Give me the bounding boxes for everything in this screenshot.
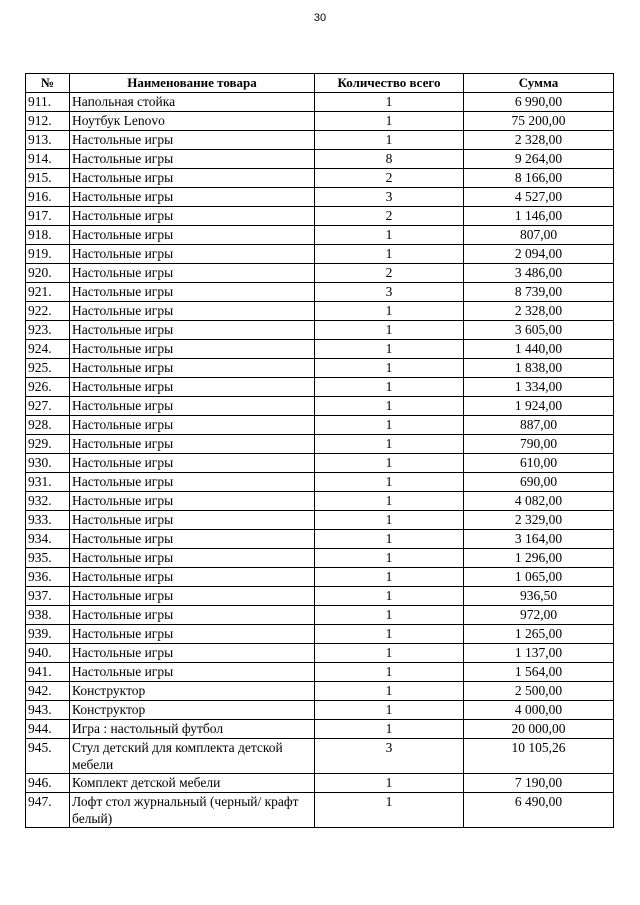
row-number: 928. (26, 416, 70, 435)
table-row (26, 682, 614, 701)
table-row (26, 131, 614, 150)
row-number: 940. (26, 644, 70, 663)
row-number: 929. (26, 435, 70, 454)
quantity: 1 (315, 416, 464, 435)
table-row (26, 150, 614, 169)
sum: 790,00 (464, 435, 614, 454)
table-row (26, 112, 614, 131)
table-row (26, 283, 614, 302)
quantity: 8 (315, 150, 464, 169)
quantity: 1 (315, 435, 464, 454)
quantity: 1 (315, 774, 464, 793)
product-name: Настольные игры (70, 568, 315, 587)
product-name: Настольные игры (70, 169, 315, 188)
table-row (26, 739, 614, 774)
table-row (26, 454, 614, 473)
page-number: 30 (313, 12, 327, 24)
sum: 20 000,00 (464, 720, 614, 739)
table-row (26, 774, 614, 793)
table-row (26, 587, 614, 606)
quantity: 1 (315, 530, 464, 549)
quantity: 1 (315, 397, 464, 416)
row-number: 935. (26, 549, 70, 568)
table-row (26, 663, 614, 682)
table-row (26, 188, 614, 207)
product-name: Конструктор (70, 701, 315, 720)
quantity: 2 (315, 264, 464, 283)
quantity: 1 (315, 131, 464, 150)
product-name: Настольные игры (70, 359, 315, 378)
quantity: 1 (315, 454, 464, 473)
sum: 4 527,00 (464, 188, 614, 207)
table-row (26, 568, 614, 587)
quantity: 1 (315, 378, 464, 397)
row-number: 921. (26, 283, 70, 302)
sum: 936,50 (464, 587, 614, 606)
row-number: 934. (26, 530, 70, 549)
quantity: 1 (315, 644, 464, 663)
quantity: 1 (315, 245, 464, 264)
goods-table (25, 73, 614, 828)
sum: 3 164,00 (464, 530, 614, 549)
quantity: 1 (315, 549, 464, 568)
row-number: 937. (26, 587, 70, 606)
quantity: 1 (315, 340, 464, 359)
product-name: Настольные игры (70, 530, 315, 549)
product-name: Настольные игры (70, 606, 315, 625)
sum: 6 990,00 (464, 93, 614, 112)
row-number: 945. (26, 739, 70, 774)
sum: 2 094,00 (464, 245, 614, 264)
product-name: Настольные игры (70, 492, 315, 511)
product-name: Ноутбук Lenovo (70, 112, 315, 131)
table-row (26, 511, 614, 530)
sum: 807,00 (464, 226, 614, 245)
row-number: 936. (26, 568, 70, 587)
row-number: 930. (26, 454, 70, 473)
sum: 1 334,00 (464, 378, 614, 397)
product-name: Настольные игры (70, 473, 315, 492)
row-number: 925. (26, 359, 70, 378)
row-number: 933. (26, 511, 70, 530)
header-number: № (26, 74, 70, 93)
table-row (26, 644, 614, 663)
product-name: Настольные игры (70, 511, 315, 530)
quantity: 2 (315, 207, 464, 226)
product-name: Настольные игры (70, 625, 315, 644)
product-name: Настольные игры (70, 454, 315, 473)
product-name: Настольные игры (70, 226, 315, 245)
product-name: Настольные игры (70, 549, 315, 568)
row-number: 939. (26, 625, 70, 644)
sum: 610,00 (464, 454, 614, 473)
sum: 9 264,00 (464, 150, 614, 169)
quantity: 1 (315, 587, 464, 606)
table-row (26, 245, 614, 264)
table-row (26, 473, 614, 492)
row-number: 924. (26, 340, 70, 359)
row-number: 913. (26, 131, 70, 150)
product-name: Настольные игры (70, 264, 315, 283)
table-row (26, 549, 614, 568)
row-number: 922. (26, 302, 70, 321)
sum: 972,00 (464, 606, 614, 625)
table-row (26, 169, 614, 188)
table-row (26, 397, 614, 416)
sum: 1 137,00 (464, 644, 614, 663)
quantity: 1 (315, 302, 464, 321)
row-number: 942. (26, 682, 70, 701)
header-sum: Сумма (464, 74, 614, 93)
quantity: 1 (315, 793, 464, 828)
quantity: 1 (315, 720, 464, 739)
product-name: Настольные игры (70, 207, 315, 226)
product-name: Напольная стойка (70, 93, 315, 112)
table-row (26, 530, 614, 549)
product-name: Настольные игры (70, 188, 315, 207)
sum: 2 328,00 (464, 302, 614, 321)
header-quantity: Количество всего (315, 74, 464, 93)
sum: 4 000,00 (464, 701, 614, 720)
sum: 1 924,00 (464, 397, 614, 416)
table-row (26, 93, 614, 112)
row-number: 915. (26, 169, 70, 188)
quantity: 1 (315, 663, 464, 682)
row-number: 914. (26, 150, 70, 169)
table-row (26, 435, 614, 454)
sum: 7 190,00 (464, 774, 614, 793)
row-number: 912. (26, 112, 70, 131)
product-name: Комплект детской мебели (70, 774, 315, 793)
sum: 4 082,00 (464, 492, 614, 511)
row-number: 923. (26, 321, 70, 340)
product-name: Настольные игры (70, 644, 315, 663)
table-row (26, 207, 614, 226)
row-number: 927. (26, 397, 70, 416)
table-row (26, 302, 614, 321)
quantity: 1 (315, 93, 464, 112)
quantity: 3 (315, 739, 464, 774)
sum: 8 739,00 (464, 283, 614, 302)
product-name: Настольные игры (70, 378, 315, 397)
sum: 1 265,00 (464, 625, 614, 644)
product-name: Настольные игры (70, 131, 315, 150)
table-row (26, 226, 614, 245)
quantity: 1 (315, 511, 464, 530)
quantity: 1 (315, 606, 464, 625)
product-name: Настольные игры (70, 435, 315, 454)
row-number: 946. (26, 774, 70, 793)
table-row (26, 701, 614, 720)
sum: 1 564,00 (464, 663, 614, 682)
row-number: 944. (26, 720, 70, 739)
product-name: Настольные игры (70, 302, 315, 321)
quantity: 1 (315, 112, 464, 131)
row-number: 917. (26, 207, 70, 226)
sum: 1 440,00 (464, 340, 614, 359)
quantity: 1 (315, 492, 464, 511)
product-name: Настольные игры (70, 340, 315, 359)
row-number: 926. (26, 378, 70, 397)
sum: 3 486,00 (464, 264, 614, 283)
row-number: 932. (26, 492, 70, 511)
row-number: 911. (26, 93, 70, 112)
quantity: 3 (315, 283, 464, 302)
row-number: 931. (26, 473, 70, 492)
product-name: Настольные игры (70, 321, 315, 340)
quantity: 2 (315, 169, 464, 188)
table-row (26, 606, 614, 625)
quantity: 1 (315, 359, 464, 378)
sum: 887,00 (464, 416, 614, 435)
quantity: 1 (315, 568, 464, 587)
sum: 690,00 (464, 473, 614, 492)
sum: 6 490,00 (464, 793, 614, 828)
sum: 1 838,00 (464, 359, 614, 378)
row-number: 920. (26, 264, 70, 283)
row-number: 941. (26, 663, 70, 682)
quantity: 1 (315, 682, 464, 701)
table-row (26, 793, 614, 828)
sum: 75 200,00 (464, 112, 614, 131)
sum: 1 296,00 (464, 549, 614, 568)
row-number: 943. (26, 701, 70, 720)
table-row (26, 264, 614, 283)
product-name: Игра : настольный футбол (70, 720, 315, 739)
row-number: 916. (26, 188, 70, 207)
product-name: Настольные игры (70, 663, 315, 682)
row-number: 919. (26, 245, 70, 264)
table-row (26, 492, 614, 511)
quantity: 1 (315, 473, 464, 492)
product-name: Настольные игры (70, 283, 315, 302)
quantity: 3 (315, 188, 464, 207)
product-name: Настольные игры (70, 587, 315, 606)
product-name: Стул детский для комплекта детской мебели (70, 739, 315, 774)
table-row (26, 359, 614, 378)
sum: 3 605,00 (464, 321, 614, 340)
table-row (26, 720, 614, 739)
quantity: 1 (315, 625, 464, 644)
product-name: Настольные игры (70, 150, 315, 169)
sum: 2 328,00 (464, 131, 614, 150)
table-row (26, 321, 614, 340)
table-row (26, 625, 614, 644)
product-name: Настольные игры (70, 397, 315, 416)
row-number: 938. (26, 606, 70, 625)
sum: 10 105,26 (464, 739, 614, 774)
header-product-name: Наименование товара (70, 74, 315, 93)
sum: 1 065,00 (464, 568, 614, 587)
quantity: 1 (315, 701, 464, 720)
product-name: Конструктор (70, 682, 315, 701)
product-name: Настольные игры (70, 416, 315, 435)
sum: 2 329,00 (464, 511, 614, 530)
table-row (26, 378, 614, 397)
sum: 2 500,00 (464, 682, 614, 701)
quantity: 1 (315, 321, 464, 340)
row-number: 918. (26, 226, 70, 245)
table-row (26, 340, 614, 359)
product-name: Настольные игры (70, 245, 315, 264)
product-name: Лофт стол журнальный (черный/ крафт белый) (70, 793, 315, 828)
sum: 1 146,00 (464, 207, 614, 226)
sum: 8 166,00 (464, 169, 614, 188)
row-number: 947. (26, 793, 70, 828)
table-row (26, 416, 614, 435)
table-header-row (26, 74, 614, 93)
quantity: 1 (315, 226, 464, 245)
